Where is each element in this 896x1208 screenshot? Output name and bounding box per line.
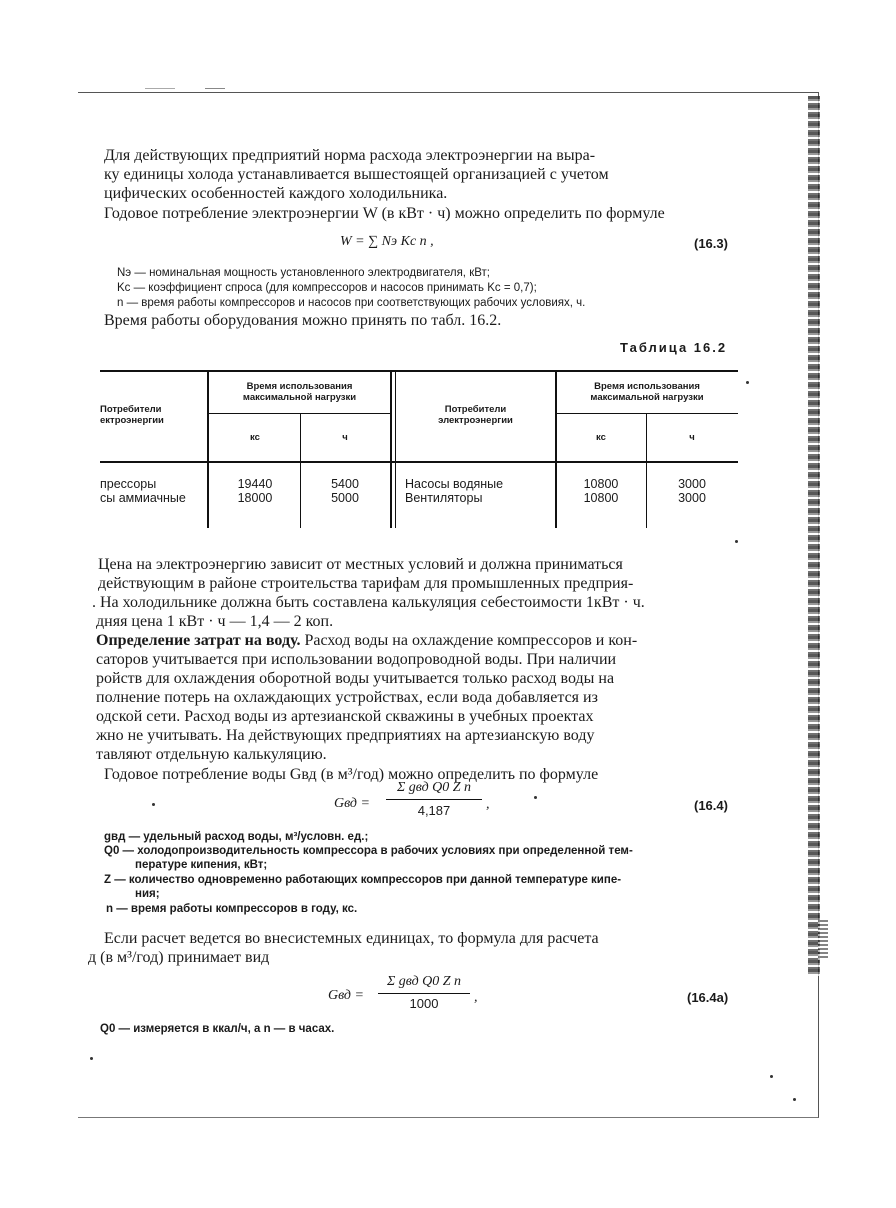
table-cell: 10800 — [583, 477, 619, 491]
water-heading: Определение затрат на воду. — [96, 632, 301, 649]
formula-comma: , — [486, 797, 490, 812]
price-line: Цена на электроэнергию зависит от местных условий и должна приниматься — [98, 556, 623, 573]
formula-16-3: W = ∑ Nэ Kс n , — [340, 234, 434, 249]
formula-lhs: Gвд = — [328, 988, 364, 1003]
definition-line: n — время работы компрессоров и насосов при соответствующих рабочих условиях, ч. — [117, 297, 586, 309]
intro-line: Для действующих предприятий норма расхода электроэнергии на выра- — [104, 147, 596, 164]
scan-speck — [534, 796, 537, 799]
scan-speck — [735, 540, 738, 543]
table-header-unit: ч — [689, 432, 695, 443]
table-cell: прессоры — [100, 477, 157, 491]
table-cell: 3000 — [678, 477, 706, 491]
table-cell: сы аммиачные — [100, 491, 186, 505]
scan-speck — [152, 803, 155, 806]
table-header-unit: ч — [342, 432, 348, 443]
price-line: дняя цена 1 кВт · ч — 1,4 — 2 коп. — [96, 613, 334, 630]
intro-line: цифических особенностей каждого холодильника. — [104, 185, 448, 202]
table-header-time: максимальной нагрузки — [590, 392, 704, 403]
table-header-time: максимальной нагрузки — [242, 392, 357, 403]
table-header-consumers: ектроэнергии — [100, 415, 164, 426]
nonsi-line: Если расчет ведется во внесистемных единицах, то формула для расчета — [104, 930, 599, 947]
table-cell: 19440 — [237, 477, 273, 491]
price-line: . На холодильнике должна быть составлена калькуляция себестоимости 1кВт · ч. — [92, 594, 645, 611]
table-header-consumers: Потребители — [444, 404, 507, 415]
definition-line: gвд — удельный расход воды, м³/условн. ед.; — [104, 831, 369, 843]
intro-line: Годовое потребление электроэнергии W (в кВт · ч) можно определить по формуле — [104, 205, 665, 222]
nonsi-line: д (в м³/год) принимает вид — [88, 949, 270, 966]
table-cell: 5400 — [331, 477, 359, 491]
water-line: саторов учитывается при использовании водопроводной воды. При наличии — [96, 651, 617, 668]
scan-speck — [90, 1057, 93, 1060]
formula-number: (16.4) — [694, 798, 728, 813]
definition-line: ния; — [135, 888, 160, 900]
water-line: Годовое потребление воды Gвд (в м³/год) можно определить по формуле — [104, 766, 599, 783]
table-header-consumers: Потребители — [100, 404, 162, 415]
scan-speck — [770, 1075, 773, 1078]
formula-denominator: 1000 — [409, 996, 439, 1011]
formula-numerator: Σ gвд Q0 Z n — [396, 780, 472, 795]
formula-lhs: Gвд = — [334, 796, 370, 811]
intro-line: ку единицы холода устанавливается вышестоящей организацией с учетом — [104, 166, 609, 183]
water-line-rest: Расход воды на охлаждение компрессоров и кон- — [300, 632, 638, 649]
scan-mark — [205, 88, 225, 89]
formula-numerator: Σ gвд Q0 Z n — [386, 974, 462, 989]
table-header-unit: кс — [596, 432, 606, 443]
table-header-consumers: электроэнергии — [438, 415, 513, 426]
scan-mark — [145, 88, 175, 89]
table-cell: Вентиляторы — [405, 491, 483, 505]
table-cell: 10800 — [583, 491, 619, 505]
definition-line: n — время работы компрессоров в году, кс. — [106, 903, 358, 915]
water-line — [96, 632, 637, 650]
formula-number: (16.3) — [694, 236, 728, 251]
formula-comma: , — [474, 990, 478, 1005]
definition-line: Z — количество одновременно работающих компрессоров при данной температуре кипе- — [104, 874, 622, 886]
water-line: одской сети. Расход воды из артезианской скважины в учебных проектах — [96, 708, 594, 725]
definition-line: Q0 — холодопроизводительность компрессора в рабочих условиях при определенной тем- — [104, 845, 633, 857]
binding-edge — [818, 920, 828, 960]
formula-denominator: 4,187 — [417, 803, 451, 818]
time-note: Время работы оборудования можно принять по табл. 16.2. — [104, 312, 502, 329]
table-header-time: Время использования — [594, 381, 700, 392]
definition-line: Kс — коэффициент спроса (для компрессоров и насосов принимать Kс = 0,7); — [117, 282, 537, 294]
table-cell: 3000 — [678, 491, 706, 505]
scan-speck — [793, 1098, 796, 1101]
definition-line: пературе кипения, кВт; — [135, 859, 268, 871]
table-cell: 5000 — [331, 491, 359, 505]
scan-speck — [746, 381, 749, 384]
binding-edge — [808, 96, 820, 976]
price-line: действующим в районе строительства тарифам для промышленных предприя- — [98, 575, 634, 592]
table-caption: Таблица 16.2 — [620, 340, 728, 355]
water-line: тавляют отдельную калькуляцию. — [96, 746, 327, 763]
table-cell: 18000 — [237, 491, 273, 505]
table-header-time: Время использования — [246, 381, 353, 392]
water-line: полнение потерь на охлаждающих устройствах, если вода добавляется из — [96, 689, 598, 706]
table-header-unit: кс — [250, 432, 260, 443]
formula-number: (16.4а) — [687, 990, 729, 1005]
final-note: Q0 — измеряется в ккал/ч, а n — в часах. — [100, 1023, 335, 1035]
water-line: ройств для охлаждения оборотной воды учитывается только расход воды на — [96, 670, 615, 687]
definition-line: Nэ — номинальная мощность установленного электродвигателя, кВт; — [117, 267, 490, 279]
water-line: жно не учитывать. На действующих предприятиях на артезианскую воду — [96, 727, 595, 744]
table-cell: Насосы водяные — [405, 477, 504, 491]
